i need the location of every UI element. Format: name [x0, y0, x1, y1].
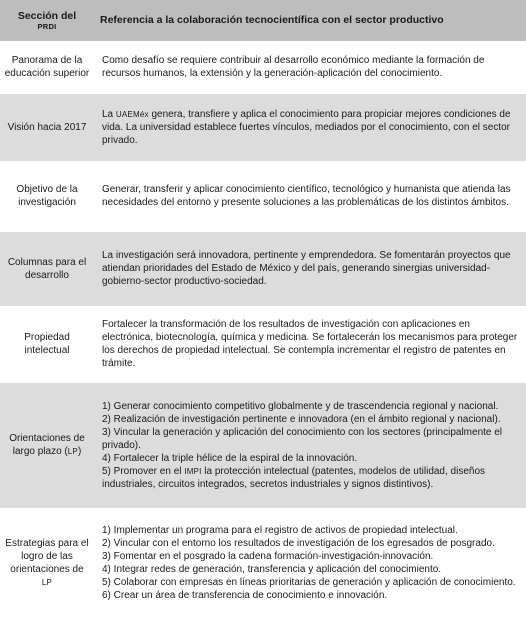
row-section: Objetivo de la investigación: [0, 161, 94, 231]
list-item: 1) Generar conocimiento competitivo globalmente y de trascendencia regional y nacional.: [102, 400, 499, 412]
row-list: [94, 508, 526, 618]
table-row: [0, 508, 526, 618]
row-text: Como desafío se requiere contribuir al desarrollo económico mediante la formación de recursos humanos, la extensión y la generación-aplicación del conocimiento.: [94, 41, 526, 93]
lp-abbr: LP: [67, 447, 78, 456]
list-item: 5) Promover en el IMPI la protección intelectual (patentes, modelos de utilidad, diseños industriales, circuitos integrados, secretos industriales y signos distintivos).: [102, 465, 486, 490]
header-section-sub: PRDI: [37, 21, 57, 31]
table-row: [0, 231, 526, 306]
table-row: [0, 41, 526, 93]
list-item: 2) Vincular con el entorno los resultados de investigación de los egresados de posgrado.: [102, 538, 495, 549]
row-text: La investigación será innovadora, pertinente y emprendedora. Se fomentarán proyectos que atiendan prioridades del Estado de México y del país, generando sinergias universidad-gobierno-sector productivo-sociedad.: [94, 231, 526, 306]
row-section: Panorama de la educación superior: [0, 41, 94, 93]
list-item: 6) Crear un área de transferencia de conocimiento e innovación.: [102, 590, 388, 601]
header-section: [0, 0, 94, 41]
row-text: Generar, transferir y aplicar conocimiento científico, tecnológico y humanista que atienda las necesidades del entorno y presente soluciones a las problemáticas de los distintos ámbitos.: [94, 161, 526, 231]
row-section: Visión hacia 2017: [0, 93, 94, 161]
list-item: 4) Fortalecer la triple hélice de la espiral de la innovación.: [102, 452, 358, 464]
uaemex-abbr: UAEMéx: [115, 109, 149, 119]
table-row: [0, 161, 526, 231]
list-item: 4) Integrar redes de generación, transferencia y aplicación del conocimiento.: [102, 564, 442, 575]
row-text: Fortalecer la transformación de los resultados de investigación con aplicaciones en electrónica, biotecnología, química y medicina. Se fortalecerán los mecanismos para proteger los derechos de propiedad intelectual. Se contempla incrementar el registro de patentes en trámite.: [94, 306, 526, 382]
list-item: 2) Realización de investigación pertinente e innovadora (en el ámbito regional y nacional).: [102, 413, 501, 425]
table-header-row: [0, 0, 526, 41]
list-item: 3) Fomentar en el posgrado la cadena formación-investigación-innovación.: [102, 551, 434, 562]
header-reference: Referencia a la colaboración tecnocientífica con el sector productivo: [94, 0, 526, 41]
row-section: Estrategias para el logro de las orientaciones de LP: [0, 508, 94, 618]
table-row: [0, 306, 526, 382]
impi-abbr: IMPI: [184, 466, 202, 476]
table-row: [0, 382, 526, 508]
row-list: [94, 382, 526, 508]
row-section: Columnas para el desarrollo: [0, 231, 94, 306]
row-section: Propiedad intelectual: [0, 306, 94, 382]
list-item: 5) Colaborar con empresas en líneas prioritarias de generación y aplicación de conocimiento.: [102, 577, 516, 588]
row-text: La UAEMéx genera, transfiere y aplica el conocimiento para propiciar mejores condiciones de vida. La universidad establece fuertes vínculos, mediados por el conocimiento, con el sector privado.: [94, 93, 526, 161]
list-item: 3) Vincular la generación y aplicación del conocimiento con los sectores (principalmente el privado).: [102, 426, 503, 451]
header-section-label: Sección del: [17, 9, 77, 22]
table-row: [0, 93, 526, 161]
list-item: 1) Implementar un programa para el registro de activos de propiedad intelectual.: [102, 525, 458, 536]
lp-abbr: LP: [41, 578, 53, 587]
row-section: Orientaciones de largo plazo (LP): [0, 382, 94, 508]
